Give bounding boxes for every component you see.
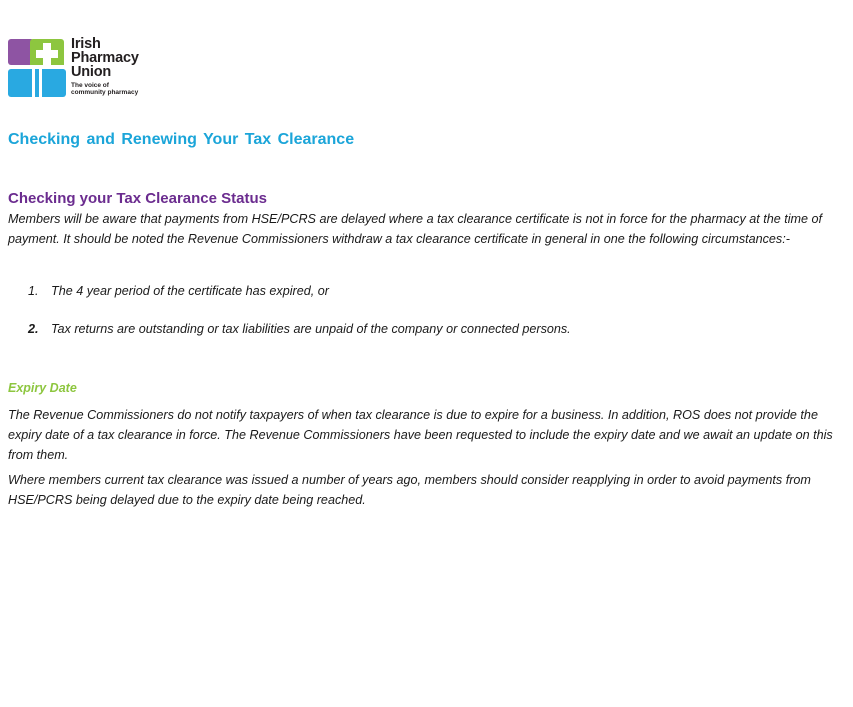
list-item-number: 2. (28, 322, 39, 336)
section-title-status: Checking your Tax Clearance Status (8, 190, 267, 207)
page-title: Checking and Renewing Your Tax Clearance (8, 131, 355, 148)
logo-line-union: Union (71, 64, 112, 80)
expiry-paragraph-1: The Revenue Commissioners do not notify taxpayers of when tax clearance is due to expire for a business. In addition, ROS does not provide the expiry date of a tax clearance in force. The Revenue Commissioners have been requested to include the expiry date and we await an update on this from them. (8, 408, 833, 462)
logo-line-pharmacy: Pharmacy (71, 50, 139, 66)
expiry-date-heading: Expiry Date (8, 381, 77, 395)
list-item (28, 284, 329, 298)
logo-tagline-1: The voice of (71, 82, 109, 89)
pharmacy-cross-logo-icon (8, 39, 66, 97)
list-item-text: Tax returns are outstanding or tax liabilities are unpaid of the company or connected persons. (51, 322, 571, 336)
logo-tagline-2: community pharmacy (71, 89, 139, 96)
list-item-text: The 4 year period of the certificate has expired, or (51, 284, 329, 298)
logo-line-irish: Irish (71, 36, 101, 52)
intro-paragraph: Members will be aware that payments from HSE/PCRS are delayed where a tax clearance certificate is not in force for the pharmacy at the time of payment. It should be noted the Revenue Commissioners withdraw a tax clearance certificate in general in one the following circumstances:- (8, 212, 823, 246)
list-item-number: 1. (28, 284, 39, 298)
expiry-paragraph-2: Where members current tax clearance was issued a number of years ago, members should consider reapplying in order to avoid payments from HSE/PCRS being delayed due to the expiry date being reached. (8, 473, 811, 507)
logo-wordmark (71, 37, 139, 96)
list-item (28, 322, 571, 336)
ipu-logo[interactable] (8, 37, 148, 99)
